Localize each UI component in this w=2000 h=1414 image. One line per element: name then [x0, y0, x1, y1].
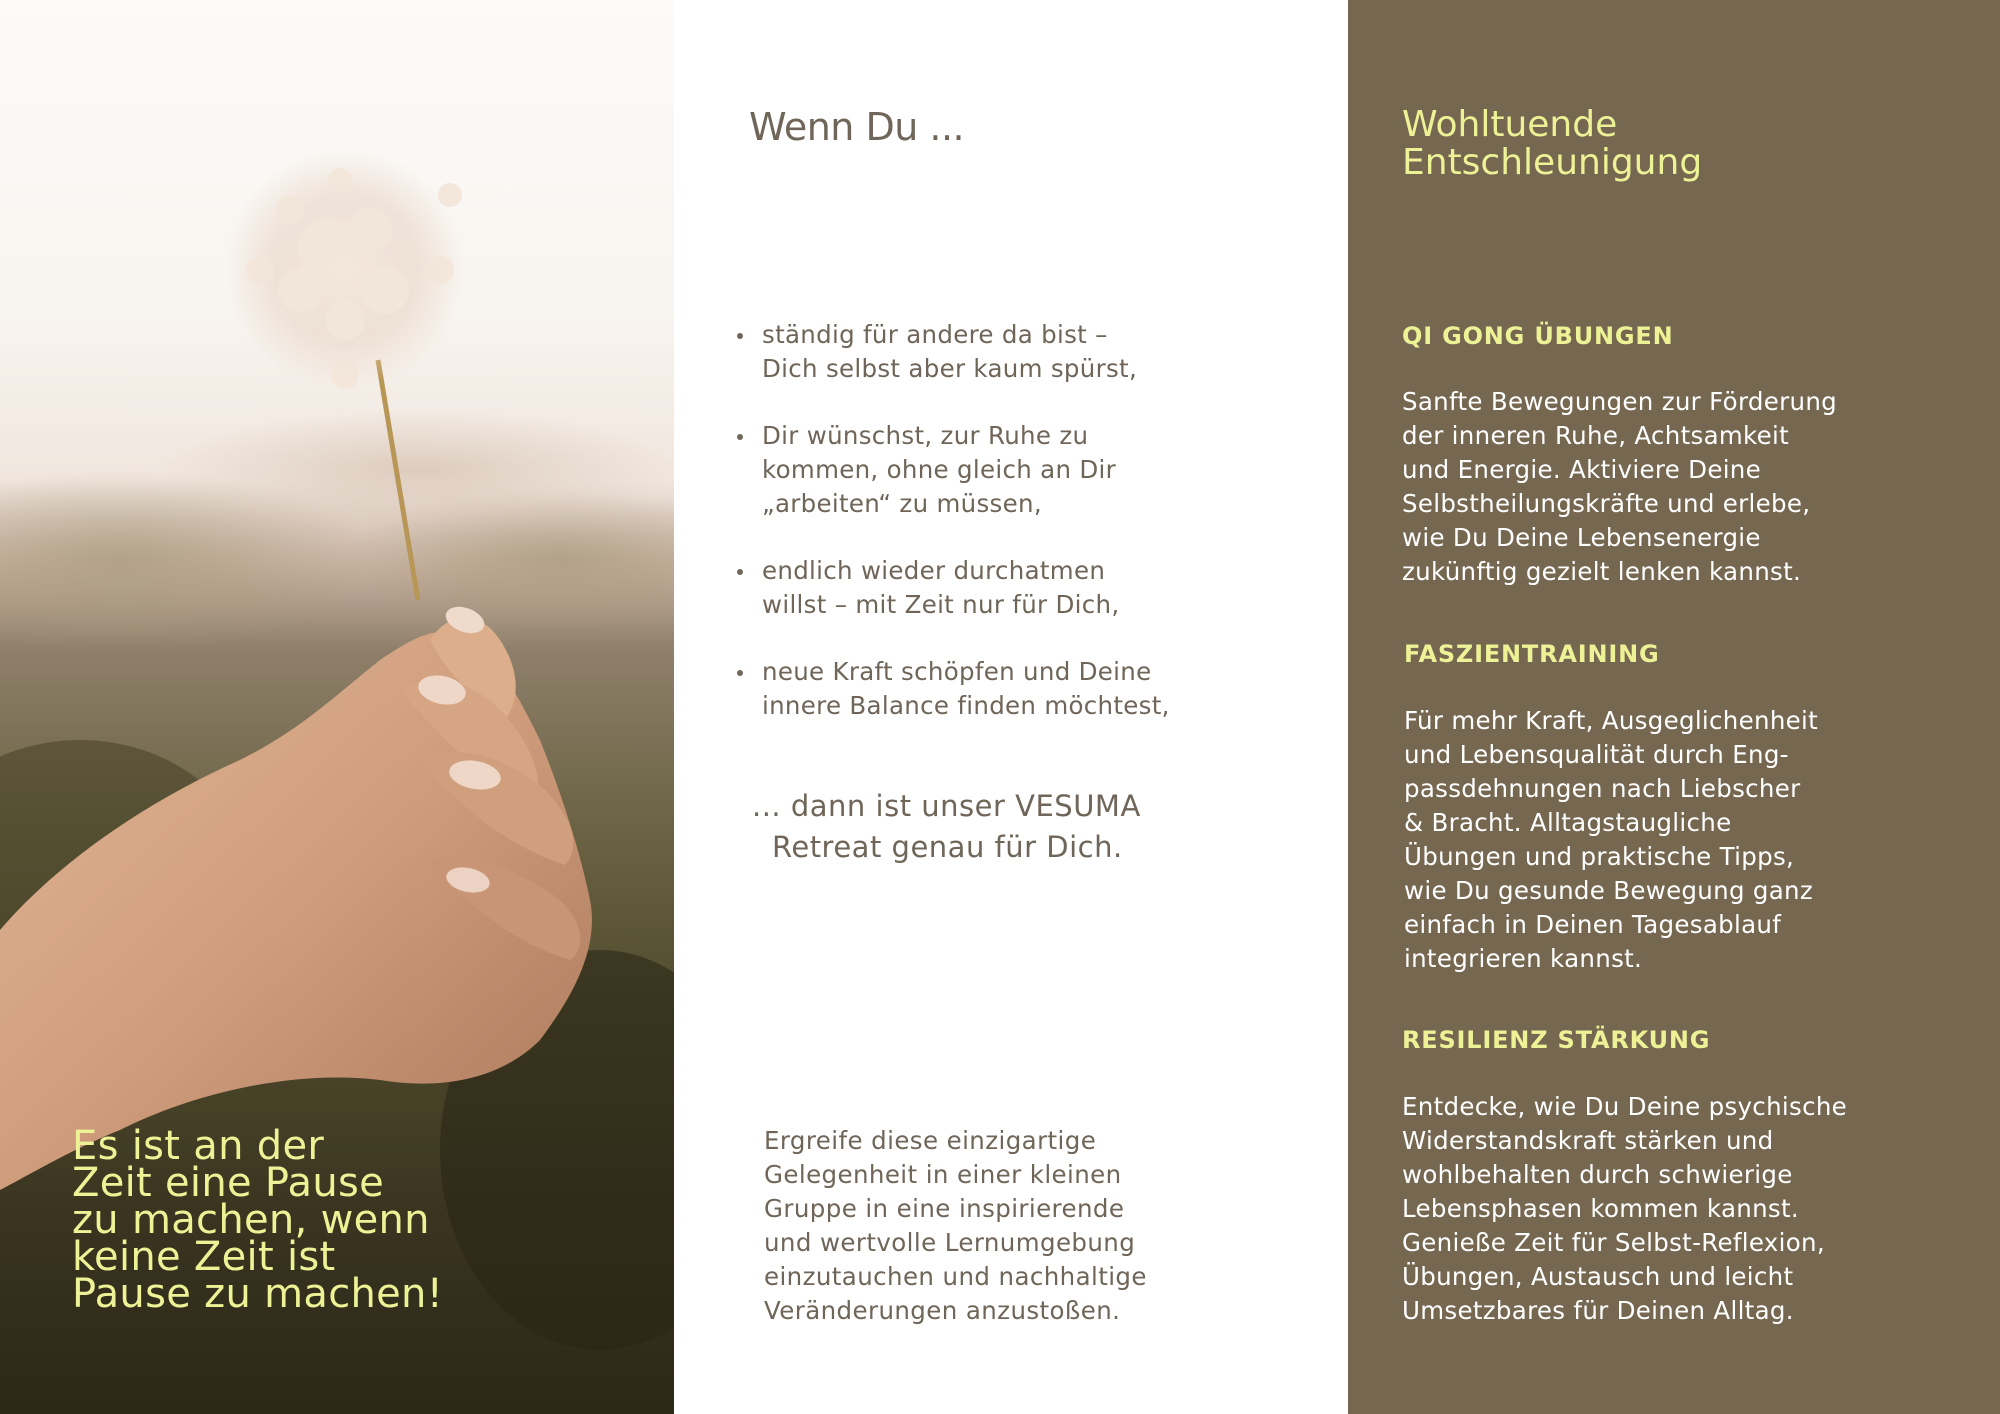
- list-item-line: kommen, ohne gleich an Dir: [762, 455, 1117, 484]
- conclusion-line: Retreat genau für Dich.: [772, 830, 1123, 864]
- closing-line: einzutauchen und nachhaltige: [764, 1262, 1147, 1291]
- quote-line: Pause zu machen!: [72, 1271, 444, 1317]
- bullet-dot-icon: [737, 333, 743, 339]
- list-item: [762, 318, 1322, 386]
- conclusion-text: [752, 786, 1141, 868]
- section-line: Übungen, Austausch und leicht: [1402, 1262, 1794, 1291]
- list-item: [762, 554, 1322, 622]
- middle-title: Wenn Du ...: [749, 105, 965, 149]
- section-line: wie Du gesunde Bewegung ganz: [1404, 876, 1814, 905]
- closing-line: Veränderungen anzustoßen.: [764, 1296, 1121, 1325]
- section-line: Für mehr Kraft, Ausgeglichenheit: [1404, 706, 1819, 735]
- conclusion-line: ... dann ist unser VESUMA: [752, 789, 1141, 823]
- section-line: Umsetzbares für Deinen Alltag.: [1402, 1296, 1794, 1325]
- closing-line: Ergreife diese einzigartige: [764, 1126, 1097, 1155]
- right-title-line: Entschleunigung: [1402, 142, 1703, 183]
- section-line: Sanfte Bewegungen zur Förderung: [1402, 387, 1837, 416]
- right-title: [1402, 106, 1702, 182]
- list-item-line: endlich wieder durchatmen: [762, 556, 1106, 585]
- section-line: Lebensphasen kommen kannst.: [1402, 1194, 1799, 1223]
- section-line: Übungen und praktische Tipps,: [1404, 842, 1795, 871]
- section-line: Selbstheilungskräfte und erlebe,: [1402, 489, 1811, 518]
- list-item: [762, 655, 1322, 723]
- section-line: passdehnungen nach Liebscher: [1404, 774, 1801, 803]
- quote-line: zu machen, wenn: [72, 1197, 430, 1243]
- photo-panel: [0, 0, 674, 1414]
- list-item: [762, 419, 1322, 521]
- quote-line: keine Zeit ist: [72, 1234, 336, 1280]
- section-line: und Energie. Aktiviere Deine: [1402, 455, 1762, 484]
- section-line: und Lebensqualität durch Eng-: [1404, 740, 1789, 769]
- section-line: Genieße Zeit für Selbst-Reflexion,: [1402, 1228, 1825, 1257]
- section-line: der inneren Ruhe, Achtsamkeit: [1402, 421, 1790, 450]
- quote-line: Zeit eine Pause: [72, 1160, 385, 1206]
- list-item-line: ständig für andere da bist –: [762, 320, 1108, 349]
- closing-line: und wertvolle Lernumgebung: [764, 1228, 1136, 1257]
- section-body-faszien: [1404, 704, 1818, 976]
- section-body-resilienz: [1402, 1090, 1847, 1328]
- section-line: & Bracht. Alltagstaugliche: [1404, 808, 1732, 837]
- bullet-dot-icon: [737, 670, 743, 676]
- right-title-line: Wohltuende: [1402, 104, 1618, 145]
- closing-paragraph: [764, 1124, 1147, 1328]
- list-item-line: „arbeiten“ zu müssen,: [762, 489, 1042, 518]
- list-item-line: Dich selbst aber kaum spürst,: [762, 354, 1138, 383]
- section-heading-resilienz: RESILIENZ STÄRKUNG: [1402, 1026, 1711, 1054]
- quote-line: Es ist an der: [72, 1123, 325, 1169]
- section-line: integrieren kannst.: [1404, 944, 1643, 973]
- right-panel: [1348, 0, 2000, 1414]
- section-heading-qigong: QI GONG ÜBUNGEN: [1402, 322, 1674, 350]
- quote-text: [72, 1123, 444, 1317]
- benefit-list: [762, 318, 1322, 756]
- section-line: Widerstandskraft stärken und: [1402, 1126, 1774, 1155]
- section-line: zukünftig gezielt lenken kannst.: [1402, 557, 1802, 586]
- list-item-line: innere Balance finden möchtest,: [762, 691, 1170, 720]
- list-item-line: willst – mit Zeit nur für Dich,: [762, 590, 1120, 619]
- section-heading-faszien: FASZIENTRAINING: [1404, 640, 1660, 668]
- section-line: Entdecke, wie Du Deine psychische: [1402, 1092, 1848, 1121]
- section-line: einfach in Deinen Tagesablauf: [1404, 910, 1782, 939]
- closing-line: Gruppe in eine inspirierende: [764, 1194, 1125, 1223]
- section-body-qigong: [1402, 385, 1837, 589]
- middle-panel: [674, 0, 1348, 1414]
- list-item-line: Dir wünschst, zur Ruhe zu: [762, 421, 1089, 450]
- closing-line: Gelegenheit in einer kleinen: [764, 1160, 1122, 1189]
- bullet-dot-icon: [737, 434, 743, 440]
- section-line: wohlbehalten durch schwierige: [1402, 1160, 1793, 1189]
- bullet-dot-icon: [737, 569, 743, 575]
- section-line: wie Du Deine Lebensenergie: [1402, 523, 1761, 552]
- list-item-line: neue Kraft schöpfen und Deine: [762, 657, 1152, 686]
